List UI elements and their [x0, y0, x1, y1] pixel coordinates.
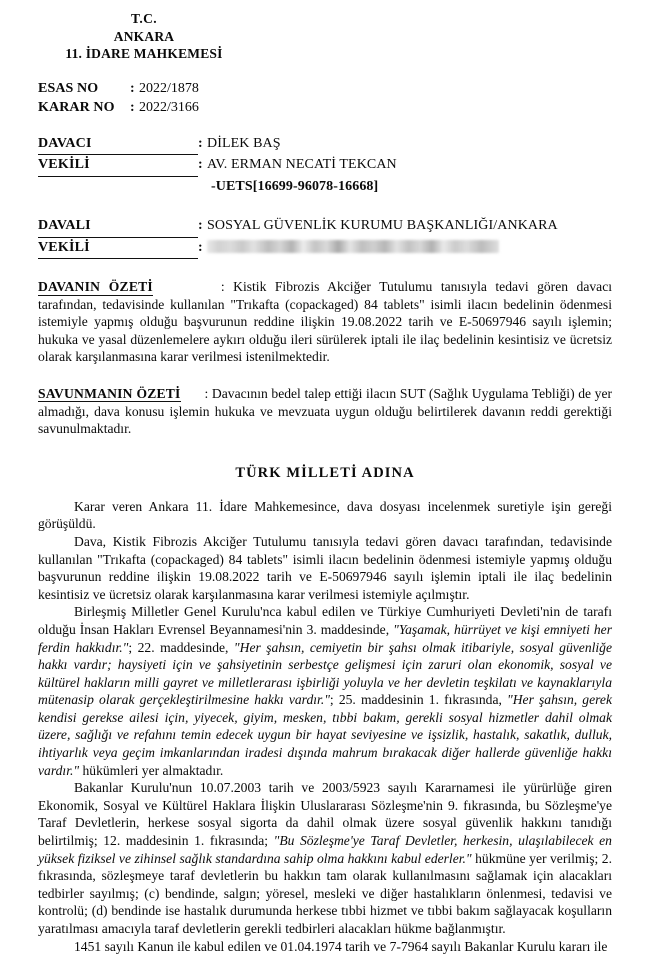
paragraph-text: ; 22. maddesinde, [128, 639, 234, 655]
quoted-legal-text: "Yaşamak, hürrüyet ve kişi emniyeti her ferdin hakkıdır." [38, 621, 612, 655]
case-summary-label: DAVANIN ÖZETİ [38, 279, 153, 294]
body-paragraph [38, 779, 612, 937]
esas-no-colon: : [130, 80, 135, 96]
decision-body [38, 498, 612, 955]
plaintiff-attorney-colon: : [198, 157, 203, 172]
plaintiff-attorney-value: AV. ERMAN NECATİ TEKCAN [207, 157, 397, 172]
quoted-legal-text: "Her şahsın, gerek kendisi gerekse ailesi için, yiyecek, giyim, mesken, tıbbi bakım, gerekli sosyal hizmetler dahil olmak üzere, sağlığı ve refahını temin edecek uygun bir hayat seviyesine ve işsizlik, hastalık, sakatlık, dulluk, ihtiyarlık veya geçim imkanlarından iradesi dışında mahrum bırakacak diğer hallerde güvenliğe hakkı vardır." [38, 692, 612, 778]
plaintiff-value: DİLEK BAŞ [207, 135, 281, 151]
body-paragraph [38, 533, 612, 603]
body-paragraph [38, 938, 612, 955]
party-row-plaintiff [38, 134, 612, 156]
court-header-line-republic: T.C. [130, 11, 158, 26]
case-summary-section [38, 278, 612, 366]
case-summary-text: Kistik Fibrozis Akciğer Tutulumu tanısıyla tedavi gören davacı tarafından, tedavisinde kullanılan "Trıkafta (copackaged) 84 tablets" isimli ilacın bedelinin ödenmesi istemiyle yapmış olduğu başvurunun reddine ilişkin 19.08.2022 tarih ve E-50697946 sayılı işlemin; hukuka ve yasal düzenlemelere aykırı olduğu ileri sürülerek iptali ile ilaç bedelinin kesintisiz ve ücretsiz olarak karşılanmasına karar verilmesi istenilmektedir. [38, 279, 613, 365]
party-row-defendant-attorney [38, 238, 612, 260]
paragraph-text: hükümleri yer almaktadır. [79, 762, 224, 778]
defendant-attorney-colon: : [198, 239, 203, 255]
parties-block [38, 134, 612, 260]
paragraph-text: Dava, Kistik Fibrozis Akciğer Tutulumu tanısıyla tedavi gören davacı tarafından, tedavisinde kullanılan "Trıkafta (copackaged) 84 tablets" isimli ilacın bedelinin ödenmesi istemiyle yapmış olduğu başvurunun reddine ilişkin 19.08.2022 tarih ve E-50697946 sayılı işlemin iptali ile ilaç bedelinin kesintisiz ve ücretsiz olarak karşılanmasına karar verilmesi istemiyle açılmıştır. [38, 533, 612, 602]
esas-no-label: ESAS NO [38, 80, 99, 96]
karar-no-colon: : [130, 99, 135, 115]
body-paragraph [38, 603, 612, 779]
parties-spacer [38, 196, 612, 216]
plaintiff-label: DAVACI [38, 134, 198, 156]
defense-summary-section [38, 385, 612, 438]
redaction-block [207, 240, 499, 253]
defendant-value: SOSYAL GÜVENLİK KURUMU BAŞKANLIĞI/ANKARA [207, 218, 558, 233]
quoted-legal-text: "Bu Sözleşme'ye Taraf Devletler, herkesin, ulaşılabilecek en yüksek fiziksel ve zihinsel sağlık standardına sahip olma hakkını kabul ederler." [38, 833, 612, 866]
paragraph-text: Bakanlar Kurulu'nun 10.07.2003 tarih ve 2003/5923 sayılı Kararnamesi ile yürürlüğe giren Ekonomik, Sosyal ve Kültürel Haklara İlişkin Uluslararası Sözleşme'nin 9. fıkrasında, bu Sözleşme'ye Taraf Devletlerin, herkese sosyal sigorta da dahil olmak üzere sosyal güvenlik hakkını tanıdığı belirtilmiş; 12. maddesinin 1. fıkrasında; [38, 780, 612, 849]
case-summary-colon: : [220, 279, 225, 294]
plaintiff-colon: : [198, 135, 203, 151]
plaintiff-group [38, 134, 612, 197]
karar-no-label: KARAR NO [38, 99, 115, 115]
case-number-block [38, 79, 612, 117]
karar-no-value: 2022/3166 [139, 99, 199, 115]
paragraph-text: hükmüne yer verilmiş; 2. fıkrasında, sözleşmeye taraf devletlerin bu hakkın tam olarak kullanılmasını sağlamak için alacakları tedbirler sayılmış; (c) bendinde, salgın; yöresel, mesleki ve diğer hastalıkların önlenmesi, tedavisi ve kontrolü; (d) bendinde ise hastalık durumunda herkese tıbbi hizmet ve tıbbi bakım sağlayacak koşulların yaratılması amacıyla taraf devletlerin gerekli tedbirleri alacakları hükme bağlanmıştır. [38, 850, 612, 936]
party-row-defendant [38, 216, 612, 238]
court-header [44, 10, 244, 63]
court-header-line-city: ANKARA [113, 28, 175, 44]
paragraph-text: Karar veren Ankara 11. İdare Mahkemesince, dava dosyası incelenmek suretiyle işin gereği görüşüldü. [38, 498, 612, 532]
defendant-attorney-value [207, 238, 612, 258]
defendant-attorney-label: VEKİLİ [38, 238, 198, 260]
in-the-name-of-turkish-nation-heading: TÜRK MİLLETİ ADINA [235, 464, 415, 481]
party-row-plaintiff-attorney [38, 155, 612, 177]
defendant-group [38, 216, 612, 259]
esas-no-value: 2022/1878 [139, 80, 199, 96]
paragraph-text: 1451 sayılı Kanun ile kabul edilen ve 01.04.1974 tarih ve 7-7964 sayılı Bakanlar Kurulu kararı ile [74, 938, 608, 954]
defendant-colon: : [198, 218, 203, 233]
defense-summary-text: Davacının bedel talep ettiği ilacın SUT (Sağlık Uygulama Tebliği) de yer almadığı, dava konusu işlemin hukuka ve mevzuata uygun olduğu belirtilerek davanın reddi gerektiği savunulmaktadır. [38, 385, 613, 437]
plaintiff-attorney-uets: -UETS[16699-96078-16668] [211, 178, 379, 194]
body-paragraph [38, 498, 612, 533]
defendant-label: DAVALI [38, 216, 198, 238]
case-row-karar-no [38, 98, 612, 117]
paragraph-text: Birleşmiş Milletler Genel Kurulu'nca kabul edilen ve Türkiye Cumhuriyeti Devleti'nin de tarafı olduğu İnsan Hakları Evrensel Beyannamesi'nin 3. maddesinde, [38, 604, 612, 637]
defense-summary-label: SAVUNMANIN ÖZETİ [38, 385, 181, 401]
defense-summary-colon: : [204, 385, 209, 401]
quoted-legal-text: "Her şahsın, cemiyetin bir şahsı olmak itibariyle, sosyal güvenliğe hakkı vardır; haysiyeti için ve şahsiyetinin serbestçe gelişmesi için zaruri olan ekonomik, sosyal ve kültürel hakların milli gayret ve milletlerarası işbirliği yoluyla ve her devletin teşkilatı ve kaynaklarıyla mütenasip olarak gerçekleştirilmesine hakkı vardır." [38, 639, 612, 708]
paragraph-text: ; 25. maddesinin 1. fıkrasında, [329, 692, 508, 708]
court-header-line-court: 11. İDARE MAHKEMESİ [65, 46, 223, 61]
plaintiff-attorney-label: VEKİLİ [38, 155, 198, 177]
case-row-esas-no [38, 79, 612, 98]
